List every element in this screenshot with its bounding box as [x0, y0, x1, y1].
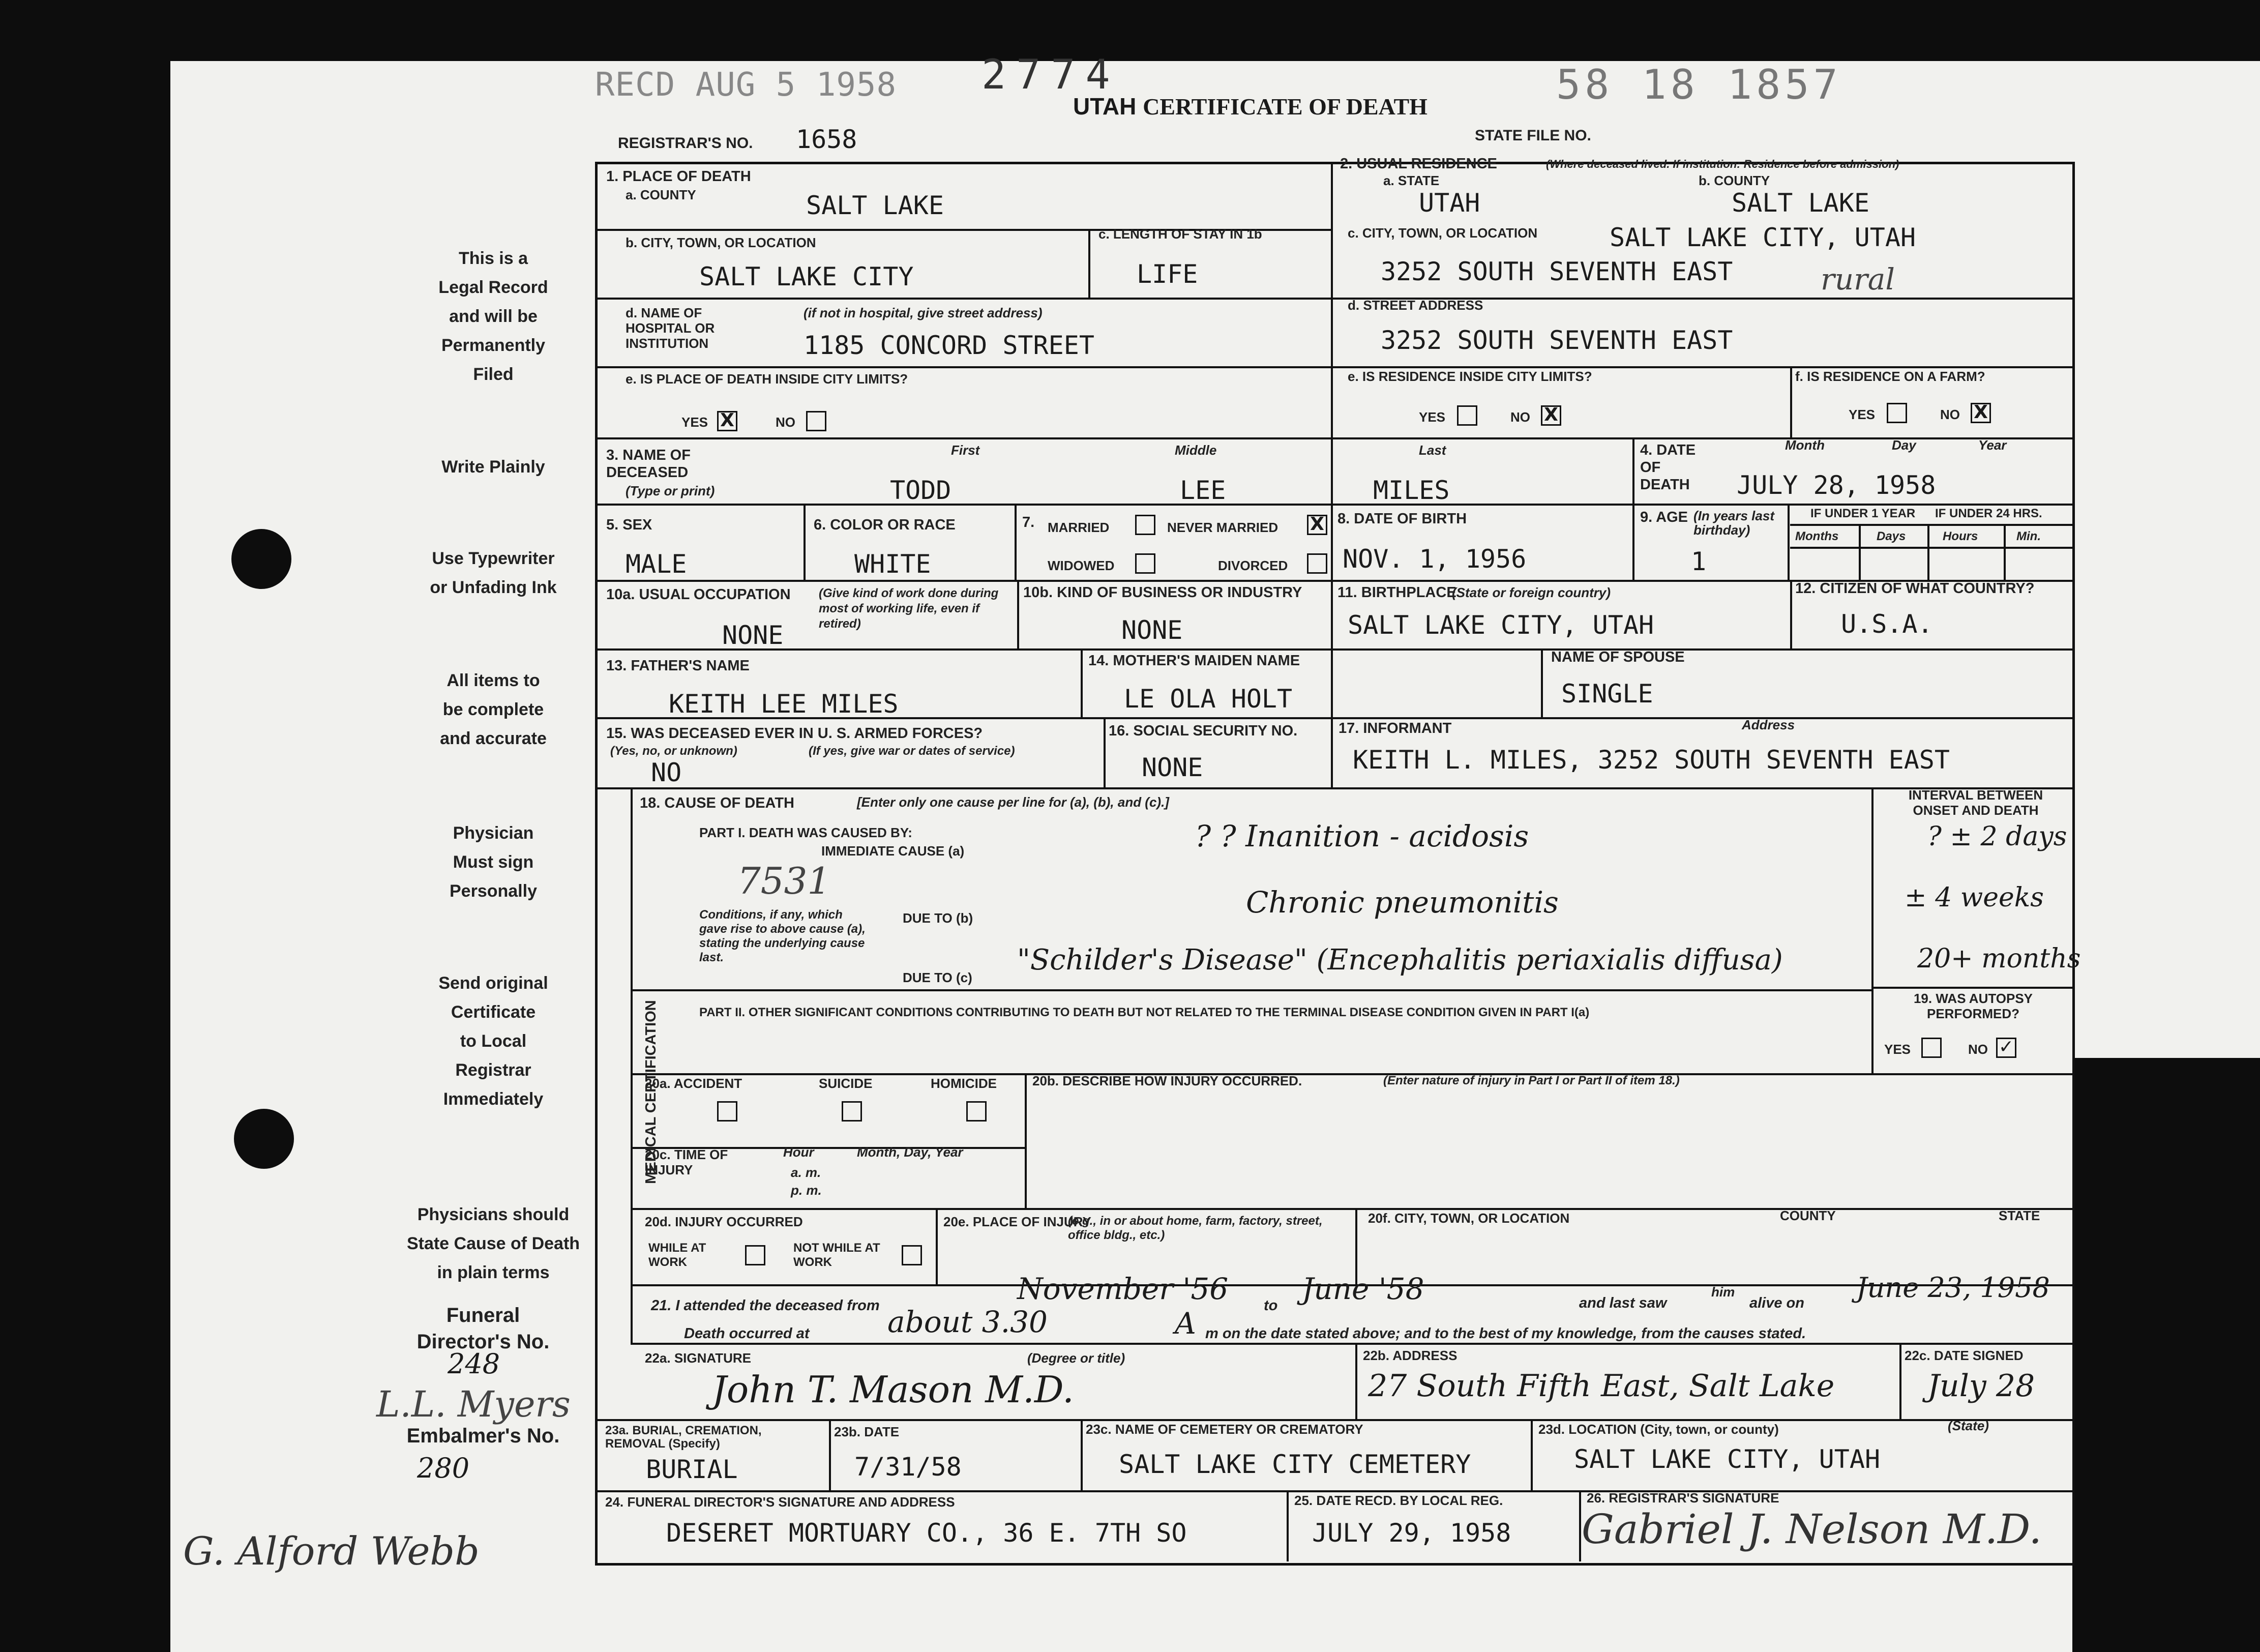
him-label: him — [1711, 1284, 1735, 1300]
citizenship: U.S.A. — [1841, 609, 1933, 639]
immediate-label: IMMEDIATE CAUSE (a) — [821, 843, 965, 859]
mother-label: 14. MOTHER'S MAIDEN NAME — [1088, 653, 1300, 669]
last-seen-date: June 23, 1958 — [1856, 1272, 2050, 1304]
age: 1 — [1691, 547, 1707, 576]
address-label: 22b. ADDRESS — [1363, 1348, 1458, 1363]
note-line: Director's No. — [417, 1331, 550, 1353]
informant-label: 17. INFORMANT — [1339, 720, 1452, 736]
months-label: Months — [1795, 529, 1839, 543]
death-occurred-label: Death occurred at — [684, 1325, 810, 1342]
day-label: Day — [1892, 437, 1916, 453]
first-label: First — [951, 442, 980, 458]
last-name: MILES — [1373, 476, 1450, 505]
not-while-at-work-label: NOT WHILE AT WORK — [793, 1241, 880, 1269]
embalmer-signature: L.L. Myers — [376, 1383, 571, 1425]
social-security: NONE — [1142, 753, 1203, 782]
length-of-stay-label: c. LENGTH OF STAY IN 1b — [1098, 226, 1262, 242]
widowed-checkbox[interactable] — [1135, 553, 1155, 574]
accident-checkbox[interactable] — [717, 1101, 737, 1122]
year-label: Year — [1978, 437, 2007, 453]
citizen-label: 12. CITIZEN OF WHAT COUNTRY? — [1795, 580, 2035, 597]
armed-forces-note: (Yes, no, or unknown) — [610, 744, 737, 758]
physician-note — [386, 819, 600, 906]
yes-label: YES — [1419, 409, 1446, 425]
father-name: KEITH LEE MILES — [669, 689, 899, 719]
registrar-signature: Gabriel J. Nelson M.D. — [1582, 1506, 2042, 1553]
punch-hole — [234, 1109, 294, 1169]
note-line: Permanently — [441, 336, 546, 355]
registrar-label: REGISTRAR'S NO. — [618, 135, 753, 152]
cemetery-location: SALT LAKE CITY, UTAH — [1574, 1444, 1881, 1474]
race-label: 6. COLOR OR RACE — [814, 517, 956, 533]
inside-city-no-checkbox[interactable] — [806, 411, 826, 431]
residence-city: SALT LAKE CITY, UTAH — [1610, 223, 1916, 252]
note-line: All items to — [447, 671, 540, 690]
spouse-label: NAME OF SPOUSE — [1551, 649, 1685, 665]
note-line: be complete — [442, 700, 544, 719]
interval-b: ± 4 weeks — [1905, 882, 2044, 913]
suicide-checkbox[interactable] — [842, 1101, 862, 1122]
residence-county: SALT LAKE — [1732, 188, 1869, 218]
occupation-note: (Give kind of work done during most of working life, even if retired) — [819, 586, 999, 631]
birthplace: SALT LAKE CITY, UTAH — [1348, 610, 1654, 640]
length-of-stay: LIFE — [1137, 259, 1198, 289]
note-line: This is a — [458, 249, 528, 268]
under-24-label: IF UNDER 24 HRS. — [1935, 507, 2042, 520]
business-label: 10b. KIND OF BUSINESS OR INDUSTRY — [1023, 584, 1302, 601]
place-of-death-label: 1. PLACE OF DEATH — [606, 168, 751, 185]
farm-label: f. IS RESIDENCE ON A FARM? — [1795, 369, 1985, 384]
death-ampm: A — [1175, 1306, 1196, 1341]
to-label: to — [1264, 1297, 1278, 1314]
cause-note: [Enter only one cause per line for (a), (b), and (c).] — [857, 794, 1169, 810]
note-line: Use Typewriter — [432, 549, 555, 568]
note-line: and accurate — [440, 729, 547, 748]
conditions-note: Conditions, if any, which gave rise to above cause (a), stating the underlying cause last. — [699, 908, 866, 964]
note-line: Send original — [438, 973, 548, 993]
registrar-number: 1658 — [796, 125, 857, 154]
city-label: b. CITY, TOWN, OR LOCATION — [626, 235, 816, 250]
alive-on-label: alive on — [1749, 1295, 1804, 1311]
married-label: MARRIED — [1048, 520, 1110, 535]
race: WHITE — [854, 549, 931, 579]
hours-label: Hours — [1943, 529, 1978, 543]
social-security-label: 16. SOCIAL SECURITY NO. — [1109, 723, 1298, 739]
last-label: Last — [1419, 442, 1446, 458]
war-dates-note: (If yes, give war or dates of service) — [809, 744, 1015, 758]
part1-label: PART I. DEATH WAS CAUSED BY: — [699, 825, 912, 840]
death-city: SALT LAKE CITY — [699, 262, 914, 291]
hospital-label: d. NAME OF HOSPITAL OR INSTITUTION — [626, 305, 715, 351]
legal-record-note — [386, 244, 600, 389]
file-number: 58 18 1857 — [1556, 61, 1842, 108]
occupation-label: 10a. USUAL OCCUPATION — [606, 586, 791, 603]
embalmer-label: Embalmer's No. — [406, 1425, 560, 1447]
days-label: Days — [1877, 529, 1906, 543]
attended-label: 21. I attended the deceased from — [651, 1297, 880, 1314]
injury-describe-label: 20b. DESCRIBE HOW INJURY OCCURRED. — [1032, 1073, 1302, 1088]
business: NONE — [1121, 615, 1183, 645]
homicide-label: HOMICIDE — [931, 1076, 997, 1091]
sex: MALE — [626, 549, 687, 579]
yes-label: YES — [1849, 407, 1876, 422]
title-rest: CERTIFICATE OF DEATH — [1143, 94, 1428, 120]
address-label: Address — [1742, 717, 1795, 732]
note-line: in plain terms — [437, 1263, 550, 1282]
date-received-label: 25. DATE RECD. BY LOCAL REG. — [1294, 1493, 1503, 1508]
first-name: TODD — [890, 476, 951, 505]
cemetery: SALT LAKE CITY CEMETERY — [1119, 1450, 1471, 1479]
married-checkbox[interactable] — [1135, 515, 1155, 535]
note-line: to Local — [460, 1031, 527, 1051]
residence-city-line2: 3252 SOUTH SEVENTH EAST — [1381, 257, 1733, 286]
date-of-death: JULY 28, 1958 — [1737, 470, 1936, 500]
note-line: Funeral — [446, 1304, 520, 1326]
divorced-label: DIVORCED — [1218, 558, 1288, 573]
age-label: 9. AGE — [1640, 509, 1688, 525]
sex-label: 5. SEX — [606, 517, 652, 533]
homicide-checkbox[interactable] — [966, 1101, 987, 1122]
note-line: Legal Record — [438, 278, 548, 297]
hospital-address: 1185 CONCORD STREET — [804, 331, 1094, 360]
cause-a: ? ? Inanition - acidosis — [1195, 819, 1529, 853]
hour-label: Hour — [783, 1144, 814, 1160]
due-to-b-label: DUE TO (b) — [903, 910, 973, 926]
county-label: b. COUNTY — [1699, 173, 1770, 188]
yes-label: YES — [681, 415, 708, 430]
due-to-c-label: DUE TO (c) — [903, 970, 972, 985]
pm-label: p. m. — [791, 1183, 822, 1198]
place-of-injury-label: 20e. PLACE OF INJURY — [943, 1214, 1091, 1229]
injury-city-label: 20f. CITY, TOWN, OR LOCATION — [1368, 1211, 1570, 1226]
place-of-injury-note: (e.g., in or about home, farm, factory, street, office bldg., etc.) — [1068, 1214, 1323, 1242]
note-line: Certificate — [451, 1002, 536, 1022]
rural-note: rural — [1821, 262, 1895, 297]
no-label: NO — [1510, 409, 1530, 425]
state-paren-label: (State) — [1948, 1418, 1989, 1433]
note-line: Physicians should — [417, 1205, 570, 1224]
funeral-director: DESERET MORTUARY CO., 36 E. 7TH SO — [666, 1518, 1187, 1548]
disposition: BURIAL — [646, 1455, 738, 1484]
yes-label: YES — [1884, 1042, 1911, 1057]
residence-inside-yes-checkbox[interactable] — [1457, 405, 1477, 426]
signature-label: 22a. SIGNATURE — [645, 1350, 752, 1366]
while-at-work-checkbox[interactable] — [745, 1245, 765, 1265]
birthplace-note: (State or foreign country) — [1452, 585, 1611, 600]
date-received: JULY 29, 1958 — [1312, 1518, 1511, 1548]
degree-label: (Degree or title) — [1027, 1350, 1125, 1366]
write-plainly-note: Write Plainly — [441, 457, 545, 477]
armed-forces-label: 15. WAS DECEASED EVER IN U. S. ARMED FORCES? — [606, 725, 983, 742]
residence-inside-label: e. IS RESIDENCE INSIDE CITY LIMITS? — [1348, 369, 1592, 384]
marital-label: 7. — [1022, 514, 1035, 530]
under-year-label: IF UNDER 1 YEAR — [1810, 507, 1916, 520]
last-saw-label: and last saw — [1579, 1295, 1667, 1311]
medical-certification-label: MEDICAL CERTIFICATION — [643, 1000, 659, 1184]
certificate-number: 2774 — [982, 51, 1120, 98]
suicide-label: SUICIDE — [819, 1076, 873, 1091]
received-stamp: RECD AUG 5 1958 — [595, 66, 897, 104]
name-label: 3. NAME OF DECEASED — [606, 447, 691, 481]
spouse-name: SINGLE — [1561, 679, 1653, 709]
month-day-year-label: Month, Day, Year — [857, 1144, 963, 1160]
funeral-director-label — [376, 1302, 590, 1355]
punch-hole — [231, 529, 291, 589]
death-occurred-text: m on the date stated above; and to the best of my knowledge, from the causes stated. — [1205, 1325, 1806, 1342]
not-while-at-work-checkbox[interactable] — [902, 1245, 922, 1265]
birthplace-label: 11. BIRTHPLACE — [1337, 584, 1456, 601]
injury-occurred-label: 20d. INJURY OCCURRED — [645, 1214, 803, 1229]
city-label: c. CITY, TOWN, OR LOCATION — [1348, 225, 1538, 241]
county-label: a. COUNTY — [626, 187, 696, 202]
cause-label: 18. CAUSE OF DEATH — [640, 795, 795, 811]
no-label: NO — [776, 415, 795, 430]
bottom-signature: G. Alford Webb — [183, 1528, 480, 1574]
burial-date-label: 23b. DATE — [834, 1424, 900, 1439]
funeral-director-signature-label: 24. FUNERAL DIRECTOR'S SIGNATURE AND ADDRESS — [605, 1494, 955, 1510]
birth-date-label: 8. DATE OF BIRTH — [1337, 511, 1467, 527]
date-signed-label: 22c. DATE SIGNED — [1905, 1348, 2024, 1363]
occupation: NONE — [722, 621, 784, 650]
while-at-work-label: WHILE AT WORK — [648, 1241, 706, 1269]
interval-label: INTERVAL BETWEEN ONSET AND DEATH — [1908, 787, 2043, 818]
injury-describe-note: (Enter nature of injury in Part I or Part II of item 18.) — [1383, 1074, 1680, 1087]
min-label: Min. — [2016, 529, 2041, 543]
send-original-note — [386, 969, 600, 1114]
state-file-label: STATE FILE NO. — [1475, 127, 1591, 144]
attended-to: June '58 — [1302, 1272, 1424, 1306]
no-label: NO — [1940, 407, 1960, 422]
attended-from: November '56 — [1017, 1272, 1229, 1306]
location-label: 23d. LOCATION (City, town, or county) — [1538, 1422, 1779, 1437]
burial-date: 7/31/58 — [854, 1452, 962, 1482]
am-label: a. m. — [791, 1165, 821, 1180]
middle-label: Middle — [1175, 442, 1217, 458]
farm-yes-checkbox[interactable] — [1887, 403, 1907, 423]
death-county: SALT LAKE — [806, 191, 944, 220]
disposition-label: 23a. BURIAL, CREMATION, REMOVAL (Specify) — [605, 1424, 762, 1451]
note-line: Filed — [473, 365, 514, 384]
interval-c: 20+ months — [1917, 943, 2081, 974]
hospital-note: (if not in hospital, give street address) — [804, 305, 1043, 320]
autopsy-no-checkbox[interactable]: ✓ — [1996, 1038, 2016, 1058]
injury-county-label: COUNTY — [1780, 1208, 1836, 1223]
registrar-signature-label: 26. REGISTRAR'S SIGNATURE — [1587, 1490, 1779, 1506]
residence-note: (Where deceased lived. If institution: Residence before admission) — [1546, 158, 1899, 170]
note-line: State Cause of Death — [406, 1234, 580, 1253]
never-married-label: NEVER MARRIED — [1167, 520, 1278, 535]
street-label: d. STREET ADDRESS — [1348, 298, 1483, 313]
name-note: (Type or print) — [626, 483, 715, 498]
date-signed: July 28 — [1927, 1368, 2035, 1404]
widowed-label: WIDOWED — [1048, 558, 1115, 573]
time-of-injury-label: 20c. TIME OF INJURY — [645, 1147, 728, 1177]
divorced-checkbox[interactable] — [1307, 553, 1327, 574]
note-line: and will be — [449, 307, 538, 326]
inside-city-yes-checkbox[interactable]: X — [717, 411, 737, 431]
title-state: UTAH — [1073, 93, 1137, 120]
death-time: about 3.30 — [887, 1305, 1048, 1339]
note-line: or Unfading Ink — [430, 578, 557, 597]
mother-name: LE OLA HOLT — [1124, 684, 1293, 714]
accident-label: 20a. ACCIDENT — [645, 1076, 742, 1091]
complete-note — [386, 666, 600, 753]
note-line: Registrar — [455, 1060, 531, 1080]
physician-signature: John T. Mason M.D. — [712, 1368, 1074, 1411]
cemetery-label: 23c. NAME OF CEMETERY OR CREMATORY — [1086, 1422, 1363, 1437]
residence-street: 3252 SOUTH SEVENTH EAST — [1381, 326, 1733, 355]
armed-forces: NO — [651, 758, 682, 787]
middle-name: LEE — [1180, 476, 1226, 505]
date-of-death-label: 4. DATE OF DEATH — [1640, 442, 1696, 493]
cause-b: Chronic pneumonitis — [1246, 885, 1559, 920]
father-label: 13. FATHER'S NAME — [606, 658, 750, 674]
dark-margin — [2072, 1058, 2260, 1652]
note-line: Personally — [450, 881, 537, 901]
interval-a: ? ± 2 days — [1927, 821, 2067, 852]
month-label: Month — [1785, 437, 1825, 453]
residence-inside-no-checkbox[interactable]: X — [1541, 405, 1561, 426]
autopsy-label: 19. WAS AUTOPSY PERFORMED? — [1913, 991, 2033, 1021]
inside-city-label: e. IS PLACE OF DEATH INSIDE CITY LIMITS? — [626, 371, 908, 387]
never-married-checkbox[interactable]: X — [1307, 515, 1327, 535]
physician-address: 27 South Fifth East, Salt Lake — [1368, 1368, 1835, 1404]
age-note: (In years last birthday) — [1693, 508, 1774, 538]
certificate-title — [1073, 93, 1428, 120]
informant: KEITH L. MILES, 3252 SOUTH SEVENTH EAST — [1353, 745, 1950, 775]
usual-residence-label: 2. USUAL RESIDENCE — [1340, 156, 1497, 172]
funeral-director-number: 248 — [448, 1348, 500, 1380]
birth-date: NOV. 1, 1956 — [1343, 544, 1527, 574]
typewriter-note — [386, 544, 600, 602]
note-line: Immediately — [443, 1089, 544, 1109]
cause-c: "Schilder's Disease" (Encephalitis periaxialis diffusa) — [1017, 943, 1783, 977]
residence-state: UTAH — [1419, 188, 1480, 218]
cause-plain-note — [371, 1200, 615, 1287]
note-line: Must sign — [453, 852, 534, 872]
farm-no-checkbox[interactable]: X — [1971, 403, 1991, 423]
autopsy-yes-checkbox[interactable] — [1921, 1038, 1942, 1058]
disease-code: 7531 — [737, 860, 831, 902]
no-label: NO — [1968, 1042, 1988, 1057]
note-line: Physician — [453, 823, 534, 843]
embalmer-number: 280 — [417, 1452, 470, 1484]
state-label: a. STATE — [1383, 173, 1440, 188]
part2-label: PART II. OTHER SIGNIFICANT CONDITIONS CONTRIBUTING TO DEATH BUT NOT RELATED TO THE TERMINAL DISEASE CONDITION GIVEN IN PART I(a) — [699, 1006, 1590, 1019]
injury-state-label: STATE — [1999, 1208, 2040, 1223]
